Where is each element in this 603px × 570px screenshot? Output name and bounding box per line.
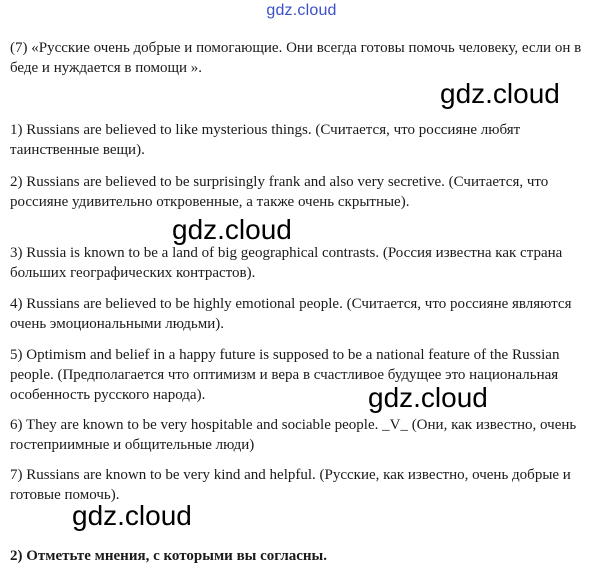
statement-3: 3) Russia is known to be a land of big geographical contrasts. (Россия известна как страна больших географических контрастов). [10,245,563,281]
header-watermark: gdz.cloud [266,2,337,19]
watermark: gdz.cloud [72,500,192,531]
intro-paragraph: (7) «Русские очень добрые и помогающие. Они всегда готовы помочь человеку, если он в беде и нуждается в помощи ». [10,40,582,76]
watermark: gdz.cloud [440,78,560,109]
statement-4: 4) Russians are believed to be highly emotional people. (Считается, что россияне являются очень эмоциональными людьми). [10,296,572,332]
statement-1: 1) Russians are believed to like mysterious things. (Считается, что россияне любят таинственные вещи). [10,122,521,158]
task-heading: 2) Отметьте мнения, с которыми вы согласны. [10,548,328,564]
statement-6: 6) They are known to be very hospitable and sociable people. _V_ (Они, как известно, очень гостеприимные и общительные люди) [10,417,577,453]
watermark: gdz.cloud [368,382,488,413]
watermark: gdz.cloud [172,214,292,245]
statement-2: 2) Russians are believed to be surprisingly frank and also very secretive. (Считается, что россияне удивительно откровенные, а также очень скрытные). [10,174,549,210]
statement-7: 7) Russians are known to be very kind and helpful. (Русские, как известно, очень добрые и готовые помочь). [10,467,571,503]
statement-5: 5) Optimism and belief in a happy future is supposed to be a national feature of the Russian people. (Предполагается что оптимизм и вера в счастливое будущее это национальная особенность русского народа). [10,347,560,403]
